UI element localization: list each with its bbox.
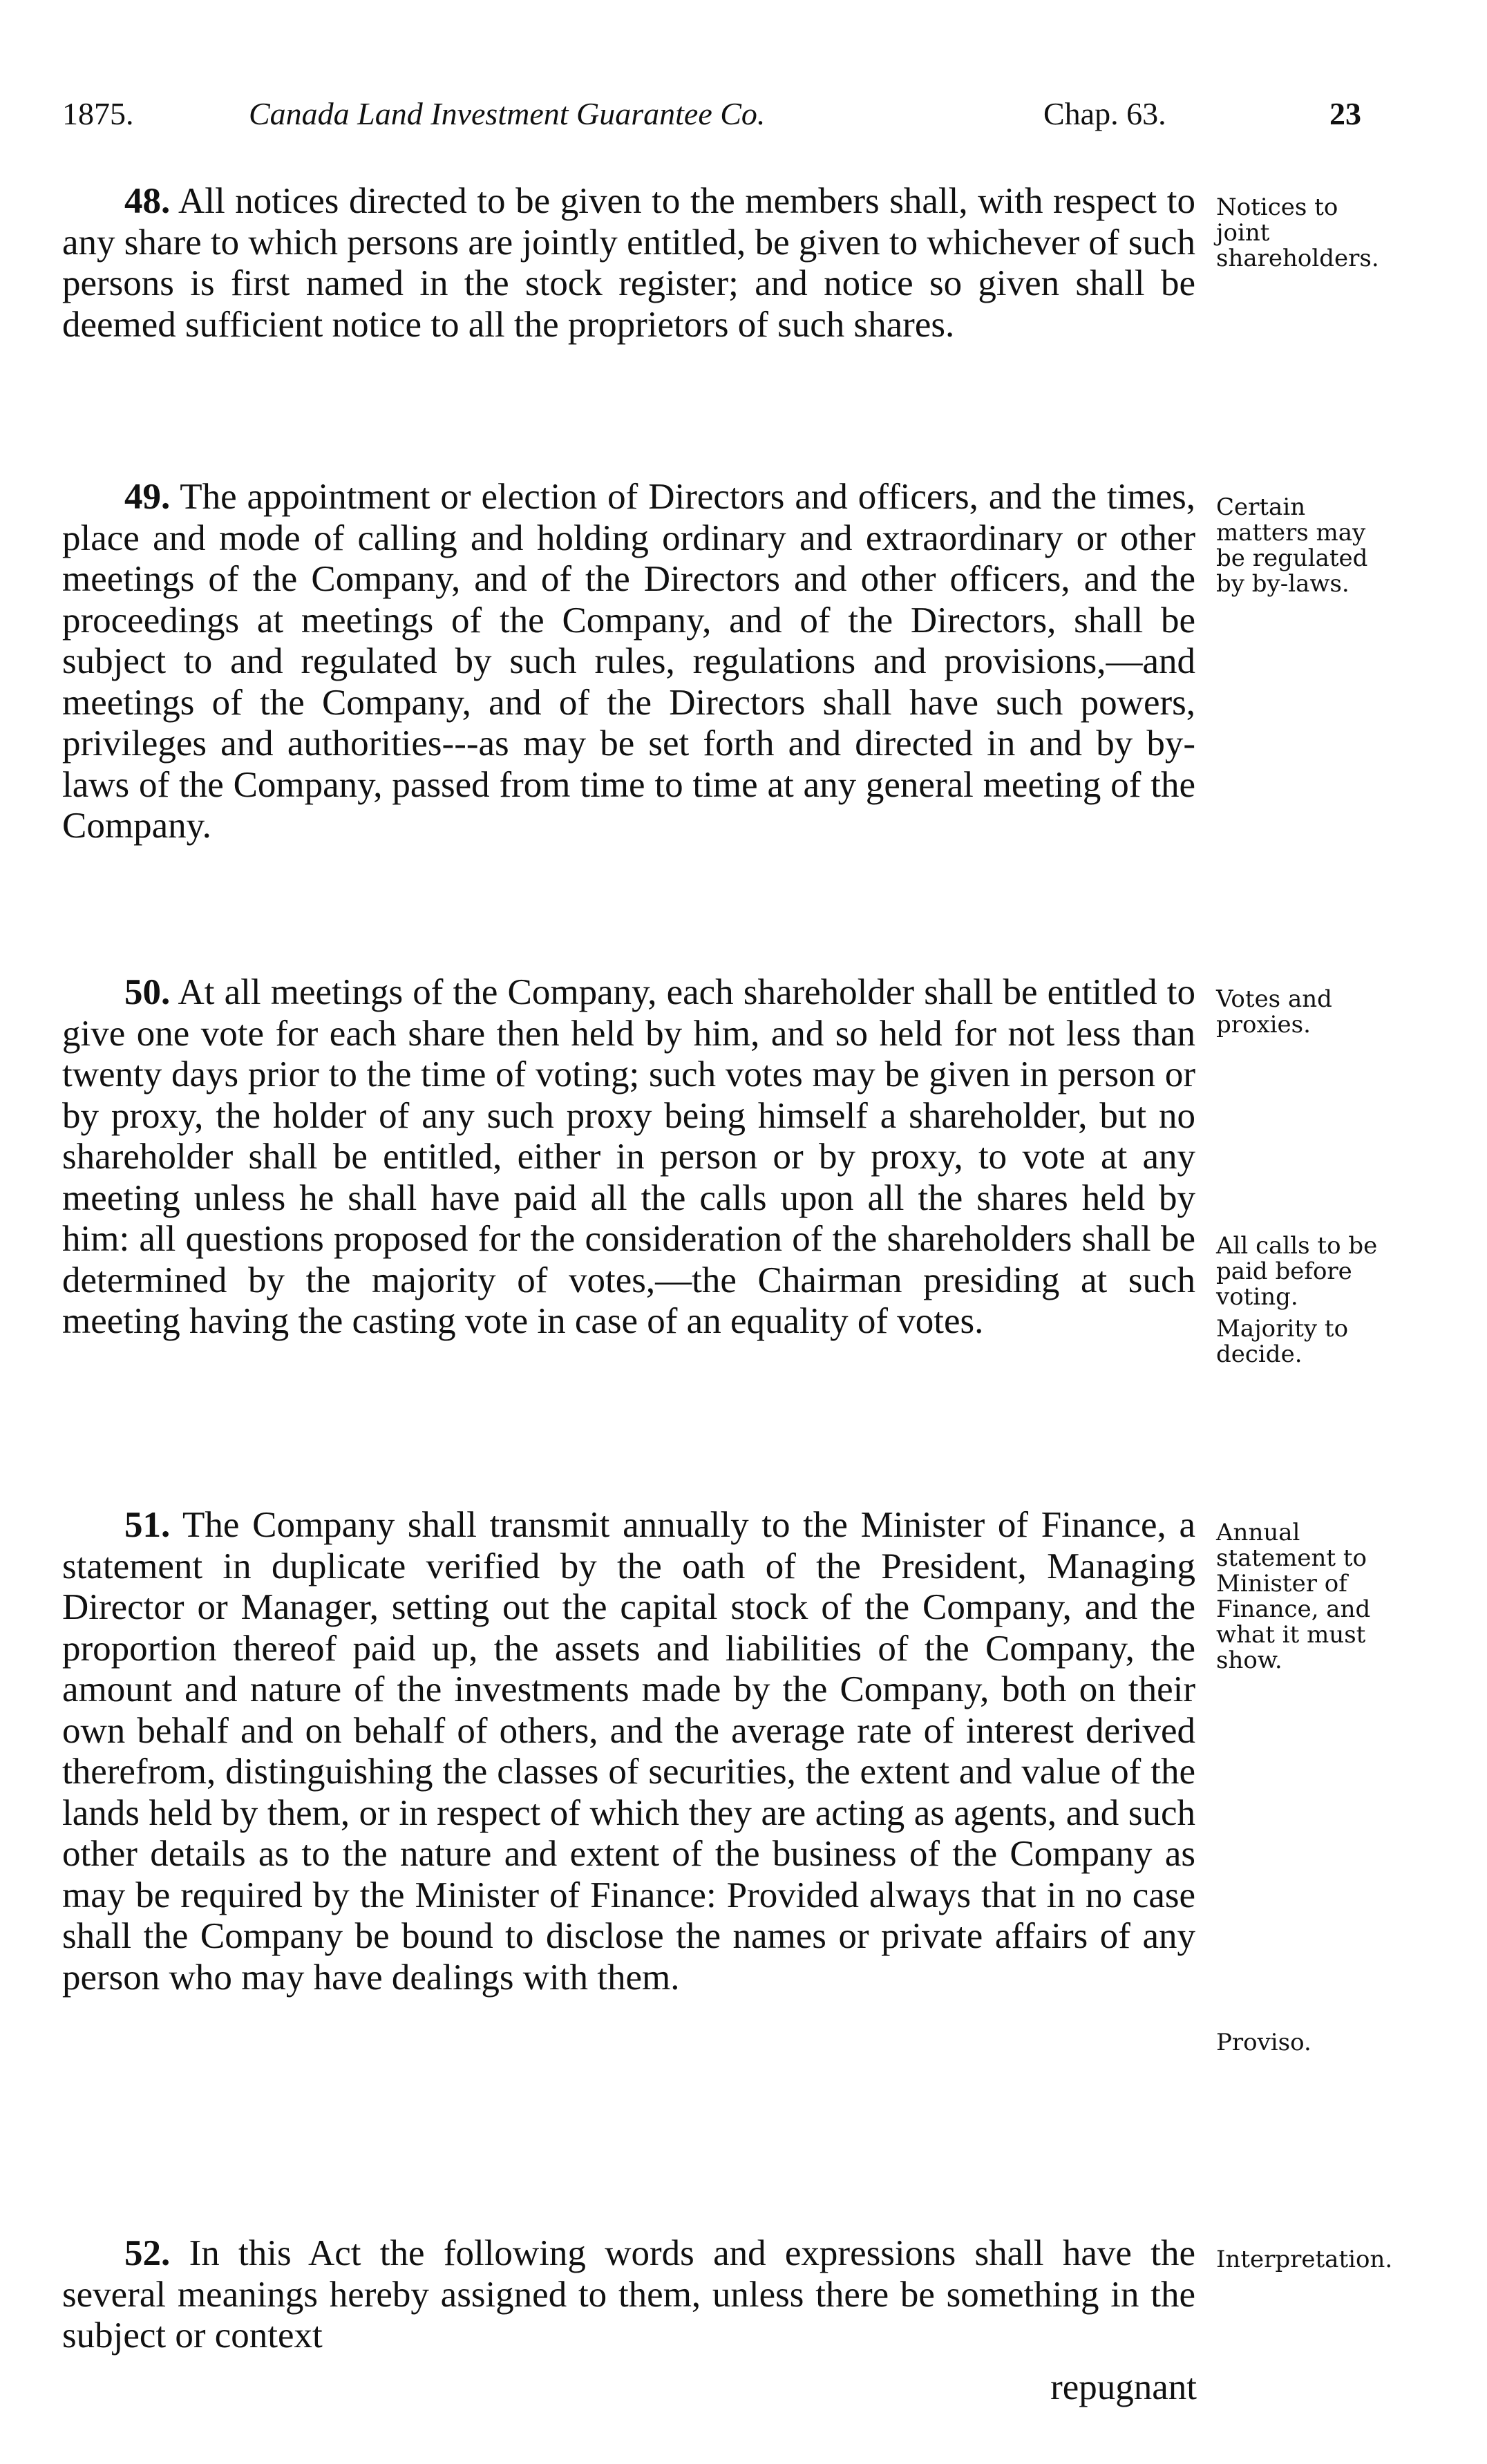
- margin-note: Notices to joint shareholders.: [1216, 193, 1379, 272]
- section-number: 52.: [124, 2233, 171, 2273]
- section-50: [62, 972, 1195, 1343]
- section-51: [62, 1505, 1195, 1998]
- margin-note: Proviso.: [1216, 2029, 1311, 2056]
- margin-note: Certain matters may be regulated by by-laws.: [1216, 493, 1368, 598]
- margin-note: Interpretation.: [1216, 2246, 1393, 2273]
- section-49: [62, 477, 1195, 847]
- section-text: The Company shall transmit annually to the Minister of Finance, a statement in duplicate verified by the oath of the President, Managing Director or Manager, setting out the capital stock of the Company, and the proportion thereof paid up, the assets and liabilities of the Company, the amount and nature of the investments made by the Company, both on their own behalf and on behalf of others, and the average rate of interest derived therefrom, distinguishing the classes of securities, the extent and value of the lands held by them, or in respect of which they are acting as agents, and such other details as to the nature and extent of the business of the Company as may be required by the Minister of Finance: Provided always that in no case shall the Company be bound to disclose the names or private affairs of any person who may have dealings with them.: [62, 1505, 1195, 1998]
- section-number: 51.: [124, 1505, 171, 1545]
- margin-note: Majority to decide.: [1216, 1315, 1349, 1368]
- margin-note: All calls to be paid before voting.: [1216, 1232, 1378, 1311]
- margin-note: Votes and proxies.: [1216, 985, 1332, 1039]
- page-header: [62, 95, 1361, 144]
- continuation-word: repugnant: [1050, 2367, 1197, 2407]
- section-text: In this Act the following words and expressions shall have the several meanings hereby assigned to them, unless there be something in the subject or context: [62, 2233, 1196, 2356]
- section-text: The appointment or election of Directors and officers, and the times, place and mode of calling and holding ordinary and extraordinary or other meetings of the Company, and of the Directors and other officers, and the proceedings at meetings of the Company, and of the Directors, shall be subject to and regulated by such rules, regulations and provisions,—and meetings of the Company, and of the Directors shall have such powers, privileges and authorities---as may be set forth and directed in and by by-laws of the Company, passed from time to time at any general meeting of the Company.: [62, 477, 1195, 846]
- header-chapter: Chap. 63.: [1043, 96, 1166, 131]
- section-52: [62, 2233, 1195, 2357]
- header-year: 1875.: [62, 96, 134, 131]
- section-48: [62, 181, 1195, 345]
- page-number: 23: [1329, 96, 1361, 131]
- section-number: 49.: [124, 477, 171, 517]
- section-text: At all meetings of the Company, each shareholder shall be entitled to give one vote for each share then held by him, and so held for not less than twenty days prior to the time of voting; such votes may be given in person or by proxy, the holder of any such proxy being himself a shareholder, but no shareholder shall be entitled, either in person or by proxy, to vote at any meeting unless he shall have paid all the calls upon all the shares held by him: all questions proposed for the consideration of the shareholders shall be determined by the majority of votes,—the Chairman presiding at such meeting having the casting vote in case of an equality of votes.: [62, 972, 1196, 1341]
- section-number: 48.: [124, 181, 171, 221]
- header-title: Canada Land Investment Guarantee Co.: [249, 96, 766, 131]
- section-number: 50.: [124, 972, 171, 1012]
- margin-note: Annual statement to Minister of Finance, and what it must show.: [1216, 1519, 1371, 1674]
- section-text: All notices directed to be given to the members shall, with respect to any share to which persons are jointly entitled, be given to whichever of such persons is first named in the stock register; and notice so given shall be deemed sufficient notice to all the proprietors of such shares.: [62, 181, 1196, 345]
